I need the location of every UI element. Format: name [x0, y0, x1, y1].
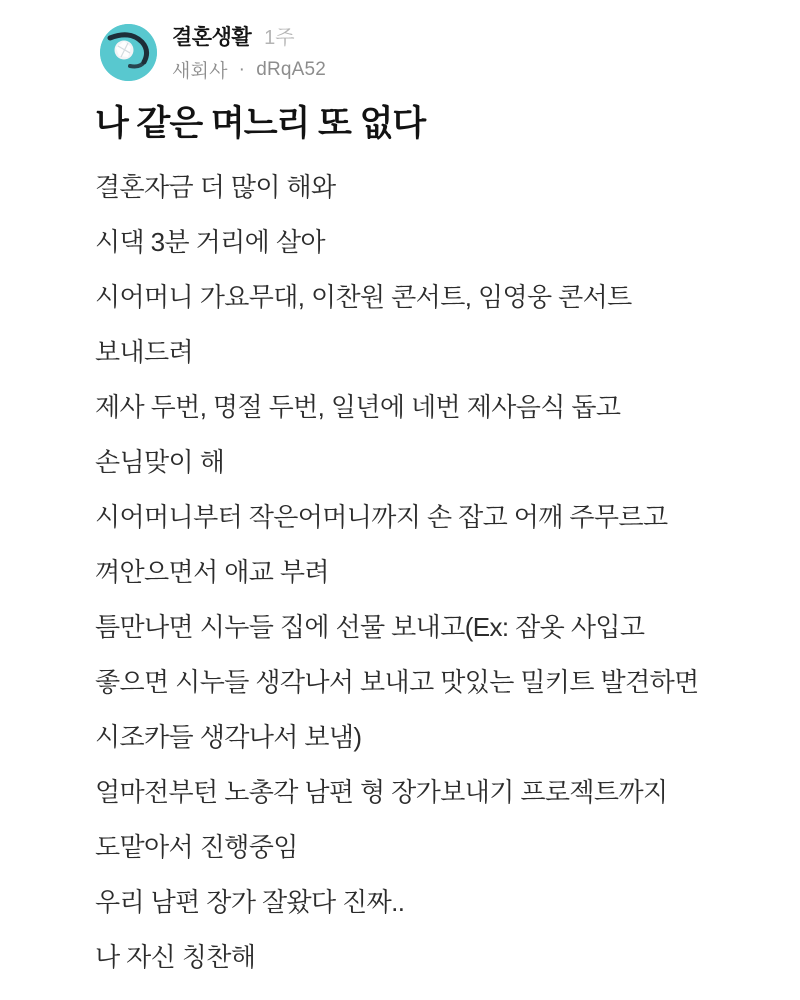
channel-avatar[interactable] — [100, 24, 157, 81]
body-text-line: 손님맞이 해 — [95, 447, 225, 477]
body-text-line: 얼마전부턴 노총각 남편 형 장가보내기 프로젝트까지 — [95, 777, 668, 807]
body-text-line: 시어머니부터 작은어머니까지 손 잡고 어깨 주무르고 — [95, 502, 668, 532]
author-id: dRqA52 — [256, 58, 327, 80]
body-text-line: 우리 남편 장가 잘왔다 진짜.. — [95, 887, 405, 917]
body-text-line: 시댁 3분 거리에 살아 — [95, 227, 325, 257]
body-text-line: 나 자신 칭찬해 — [95, 942, 256, 972]
diamond-ring-icon — [100, 24, 157, 81]
body-text-line: 시조카들 생각나서 보냄) — [95, 722, 362, 752]
meta-separator-dot: · — [238, 58, 246, 80]
author-company: 새회사 — [172, 61, 228, 82]
body-text-line: 결혼자금 더 많이 해와 — [95, 172, 336, 202]
body-text-line: 좋으면 시누들 생각나서 보내고 맛있는 밀키트 발견하면 — [95, 667, 699, 697]
post-header — [100, 21, 326, 83]
body-text-line: 제사 두번, 명절 두번, 일년에 네번 제사음식 돕고 — [95, 392, 621, 422]
body-text-line: 틈만나면 시누들 집에 선물 보내고(Ex: 잠옷 사입고 — [95, 612, 645, 642]
post-body — [95, 160, 755, 985]
body-text-line: 도맡아서 진행중임 — [95, 832, 298, 862]
body-text-line: 시어머니 가요무대, 이찬원 콘서트, 임영웅 콘서트 — [95, 282, 632, 312]
post-title: 나 같은 며느리 또 없다 — [95, 104, 426, 143]
author-meta-row — [172, 56, 326, 83]
body-text-line: 보내드려 — [95, 337, 194, 367]
post-time: 1주 — [264, 27, 295, 49]
body-text-line: 껴안으면서 애교 부려 — [95, 557, 329, 587]
channel-name[interactable]: 결혼생활 — [172, 26, 252, 49]
header-info — [172, 21, 326, 83]
name-row — [172, 21, 326, 51]
